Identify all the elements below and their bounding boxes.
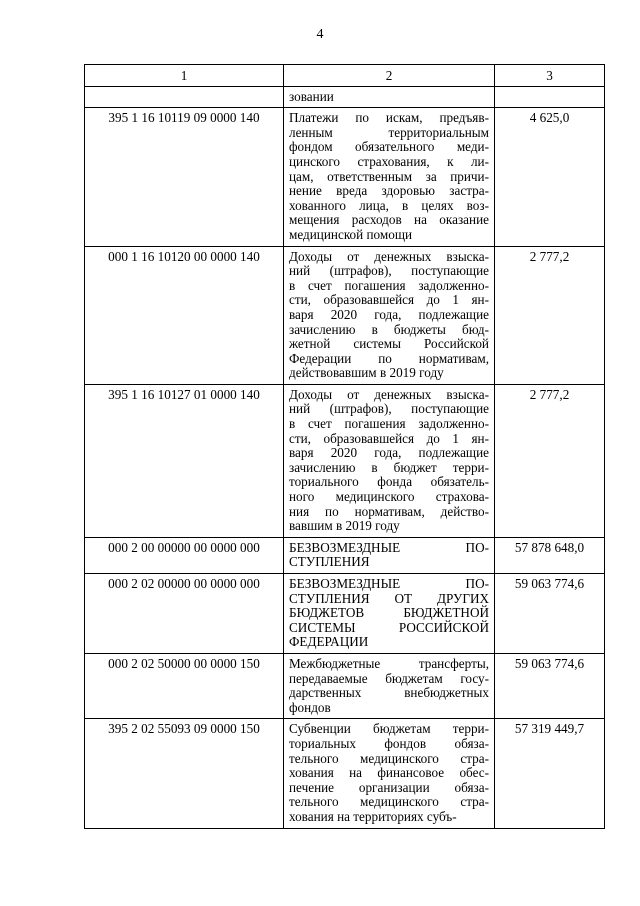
income-name-line: передаваемые бюджетам госу- [289,670,489,686]
income-name-line: фондом обязательного меди- [289,139,489,155]
income-name-line: жетной системы Российской [289,336,489,352]
income-name-cell [284,574,495,654]
income-name-cell [284,384,495,537]
table-row [85,384,605,537]
income-name-line: действовавшим в 2019 году [289,365,444,381]
column-header-code: 1 [85,65,284,87]
income-name-line: Платежи по искам, предъяв- [289,110,489,126]
amount-cell: 2 777,2 [495,246,605,384]
income-name-line: ния по нормативам, действо- [289,503,489,519]
table-header-row [85,65,605,87]
income-name-line: в счет погашения задолженно- [289,416,489,432]
column-header-name: 2 [284,65,495,87]
column-header-amount: 3 [495,65,605,87]
income-name-line: вавшим в 2019 году [289,518,400,534]
income-name-line: Субвенции бюджетам терри- [289,721,489,737]
income-name-line: Доходы от денежных взыска- [289,248,489,264]
continuation-text: зовании [284,86,495,108]
table-row [85,574,605,654]
income-name-line: сти, образовавшейся до 1 ян- [289,430,489,446]
income-name-cell [284,246,495,384]
budget-code-cell: 000 2 02 00000 00 0000 000 [85,574,284,654]
income-name-line: ний (штрафов), поступающие [289,263,489,279]
income-name-line: хования на территориях субъ- [289,808,457,824]
income-name-line: медицинской помощи [289,226,413,242]
income-name-line: БЕЗВОЗМЕЗДНЫЕ ПО- [289,576,489,591]
income-name-line: хования на финансовое обес- [289,765,489,781]
income-name-line: цам, ответственным за причи- [289,168,489,184]
income-name-cell [284,653,495,718]
income-name-line: зачислению в бюджеты бюд- [289,321,489,337]
continuation-code-cell [85,86,284,108]
income-name-line: ного медицинского страхова- [289,489,489,505]
income-name-line: сти, образовавшейся до 1 ян- [289,292,489,308]
income-name-line: ний (штрафов), поступающие [289,401,489,417]
page-number: 4 [316,27,324,42]
income-name-line: дарственных внебюджетных [289,685,489,701]
amount-cell: 59 063 774,6 [495,653,605,718]
income-name-line: тельного медицинского стра- [289,750,489,766]
amount-cell: 59 063 774,6 [495,574,605,654]
budget-code-cell: 000 2 00 00000 00 0000 000 [85,537,284,573]
income-name-line: ФЕДЕРАЦИИ [289,634,369,650]
table-row [85,108,605,246]
income-name-line: варя 2020 года, подлежащие [289,306,489,322]
income-name-line: ториальных фондов обяза- [289,735,489,751]
table-row-continuation [85,86,605,108]
income-name-line: ториального фонда обязатель- [289,474,489,490]
income-name-line: цинского страхования, к ли- [289,153,489,169]
income-name-cell [284,719,495,828]
income-name-cell [284,108,495,246]
income-name-line: фондов [289,699,331,715]
income-name-line: варя 2020 года, подлежащие [289,445,489,461]
income-name-line: ленным территориальным [289,124,489,140]
income-name-cell [284,537,495,573]
income-name-line: мещения расходов на оказание [289,212,489,228]
continuation-amount-cell [495,86,605,108]
table-row [85,653,605,718]
income-name-line: печение организации обяза- [289,779,489,795]
income-name-line: зачислению в бюджет терри- [289,459,489,475]
income-name-line: в счет погашения задолженно- [289,277,489,293]
income-name-line: СИСТЕМЫ РОССИЙСКОЙ [289,619,489,635]
amount-cell: 57 319 449,7 [495,719,605,828]
table-row [85,537,605,573]
amount-cell: 57 878 648,0 [495,537,605,573]
income-name-line: нение вреда здоровью застра- [289,183,489,199]
revenue-table [84,64,605,829]
income-name-line: СТУПЛЕНИЯ [289,554,370,570]
budget-code-cell: 395 1 16 10119 09 0000 140 [85,108,284,246]
income-name-line: хованного лица, в целях воз- [289,197,489,213]
income-name-line: БЕЗВОЗМЕЗДНЫЕ ПО- [289,539,489,555]
income-name-line: БЮДЖЕТОВ БЮДЖЕТНОЙ [289,605,489,621]
budget-code-cell: 000 2 02 50000 00 0000 150 [85,653,284,718]
income-name-line: Доходы от денежных взыска- [289,386,489,402]
amount-cell: 2 777,2 [495,384,605,537]
income-name-line: Федерации по нормативам, [289,350,489,366]
budget-code-cell: 395 1 16 10127 01 0000 140 [85,384,284,537]
table-row [85,719,605,828]
table-row [85,246,605,384]
income-name-line: тельного медицинского стра- [289,794,489,810]
budget-code-cell: 000 1 16 10120 00 0000 140 [85,246,284,384]
amount-cell: 4 625,0 [495,108,605,246]
income-name-line: СТУПЛЕНИЯ ОТ ДРУГИХ [289,590,489,606]
budget-code-cell: 395 2 02 55093 09 0000 150 [85,719,284,828]
income-name-line: Межбюджетные трансферты, [289,655,489,671]
